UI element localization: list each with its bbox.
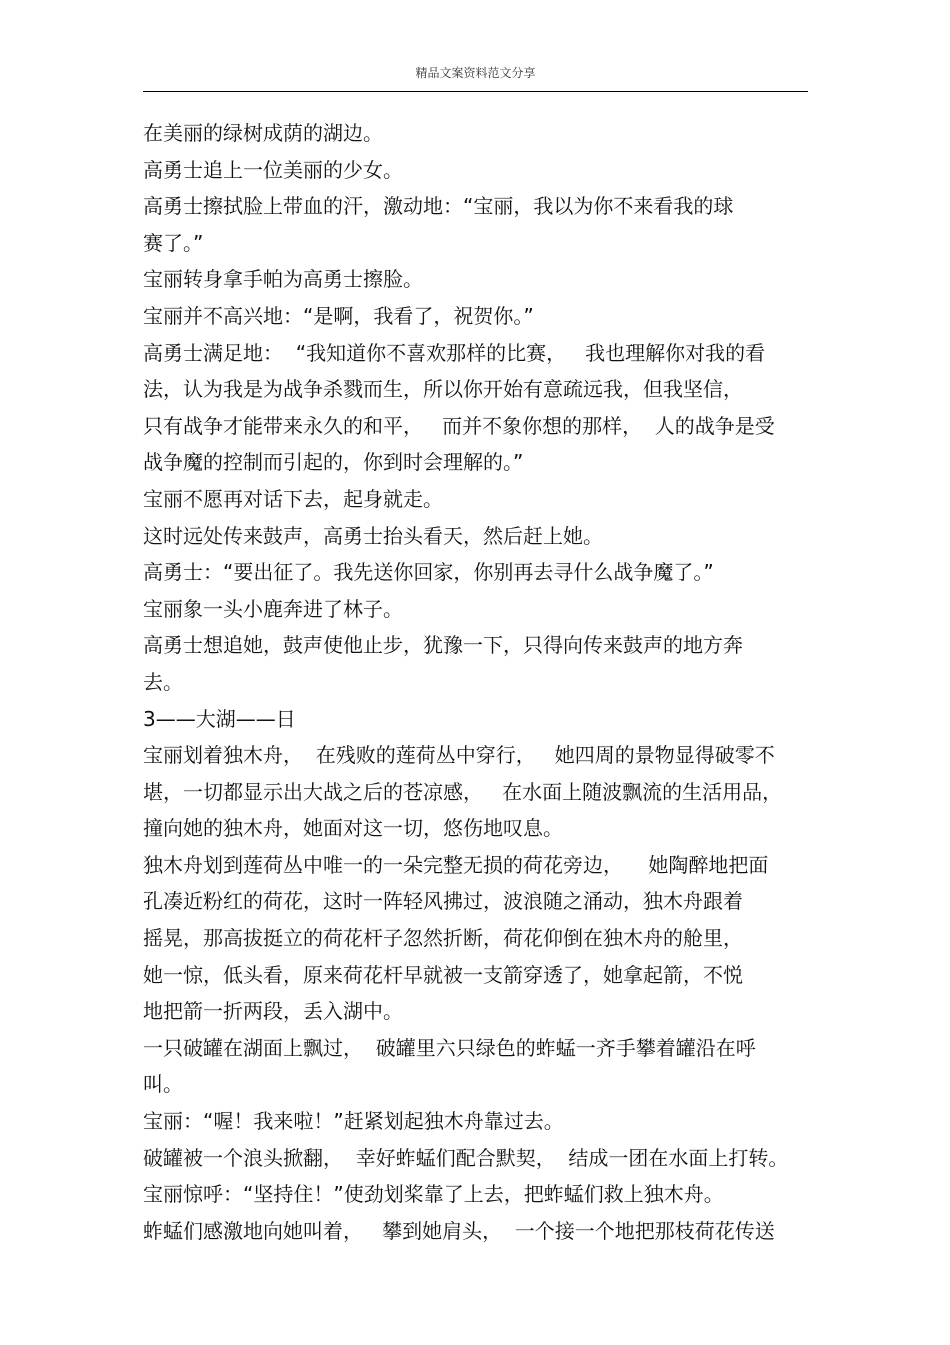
body-line: 高勇士擦拭脸上带血的汗，激动地：“宝丽，我以为你不来看我的球 — [143, 194, 734, 219]
body-line: 在美丽的绿树成荫的湖边。 — [143, 121, 383, 145]
body-line: 赛了。” — [143, 230, 204, 255]
header-divider — [143, 91, 808, 92]
body-line: 高勇士：“要出征了。我先送你回家，你别再去寻什么战争魔了。” — [143, 560, 714, 585]
body-line: 宝丽划着独木舟， 在残败的莲荷丛中穿行， 她四周的景物显得破零不 — [143, 743, 775, 768]
body-line: 独木舟划到莲荷丛中唯一的一朵完整无损的荷花旁边， 她陶醉地把面 — [143, 852, 769, 877]
body-line: 破罐被一个浪头掀翻， 幸好蚱蜢们配合默契， 结成一团在水面上打转。 — [143, 1145, 789, 1170]
body-line: 蚱蜢们感激地向她叫着， 攀到她肩头， 一个接一个地把那枝荷花传送 — [143, 1218, 775, 1243]
body-line: 撞向她的独木舟，她面对这一切，悠伤地叹息。 — [143, 816, 563, 841]
body-line: 法，认为我是为战争杀戮而生，所以你开始有意疏远我，但我坚信， — [143, 377, 743, 402]
body-line: 宝丽象一头小鹿奔进了林子。 — [143, 596, 403, 621]
body-line: 叫。 — [143, 1072, 183, 1097]
body-line: 孔凑近粉红的荷花，这时一阵轻风拂过，波浪随之涌动，独木舟跟着 — [143, 889, 743, 914]
body-line: 一只破罐在湖面上飘过， 破罐里六只绿色的蚱蜢一齐手攀着罐沿在呼 — [143, 1035, 756, 1060]
body-line: 摇晃，那高拔挺立的荷花杆子忽然折断，荷花仰倒在独木舟的舱里， — [143, 926, 743, 951]
body-line: 3——大湖——日 — [143, 706, 296, 731]
body-line: 宝丽：“喔！我来啦！”赶紧划起独木舟靠过去。 — [143, 1109, 564, 1134]
body-line: 宝丽不愿再对话下去，起身就走。 — [143, 486, 443, 511]
body-line: 地把箭一折两段，丢入湖中。 — [143, 999, 403, 1024]
body-line: 高勇士满足地： “我知道你不喜欢那样的比赛， 我也理解你对我的看 — [143, 340, 766, 365]
body-line: 高勇士想追她，鼓声使他止步，犹豫一下，只得向传来鼓声的地方奔 — [143, 633, 743, 658]
body-line: 宝丽转身拿手帕为高勇士擦脸。 — [143, 267, 423, 292]
body-line: 宝丽并不高兴地：“是啊，我看了，祝贺你。” — [143, 303, 534, 328]
script-body — [143, 115, 808, 1249]
body-line: 宝丽惊呼：“坚持住！”使劲划桨靠了上去，把蚱蜢们救上独木舟。 — [143, 1182, 724, 1207]
body-line: 只有战争才能带来永久的和平， 而并不象你想的那样， 人的战争是受 — [143, 413, 775, 438]
body-line: 她一惊，低头看，原来荷花杆早就被一支箭穿透了，她拿起箭，不悦 — [143, 962, 743, 987]
body-line: 去。 — [143, 669, 183, 694]
body-line: 这时远处传来鼓声，高勇士抬头看天，然后赶上她。 — [143, 523, 603, 548]
body-line: 高勇士追上一位美丽的少女。 — [143, 157, 403, 182]
body-line: 堪，一切都显示出大战之后的苍凉感， 在水面上随波飘流的生活用品， — [143, 779, 783, 804]
page-header: 精品文案资料范文分享 — [415, 66, 536, 80]
body-line: 战争魔的控制而引起的，你到时会理解的。” — [143, 450, 524, 475]
